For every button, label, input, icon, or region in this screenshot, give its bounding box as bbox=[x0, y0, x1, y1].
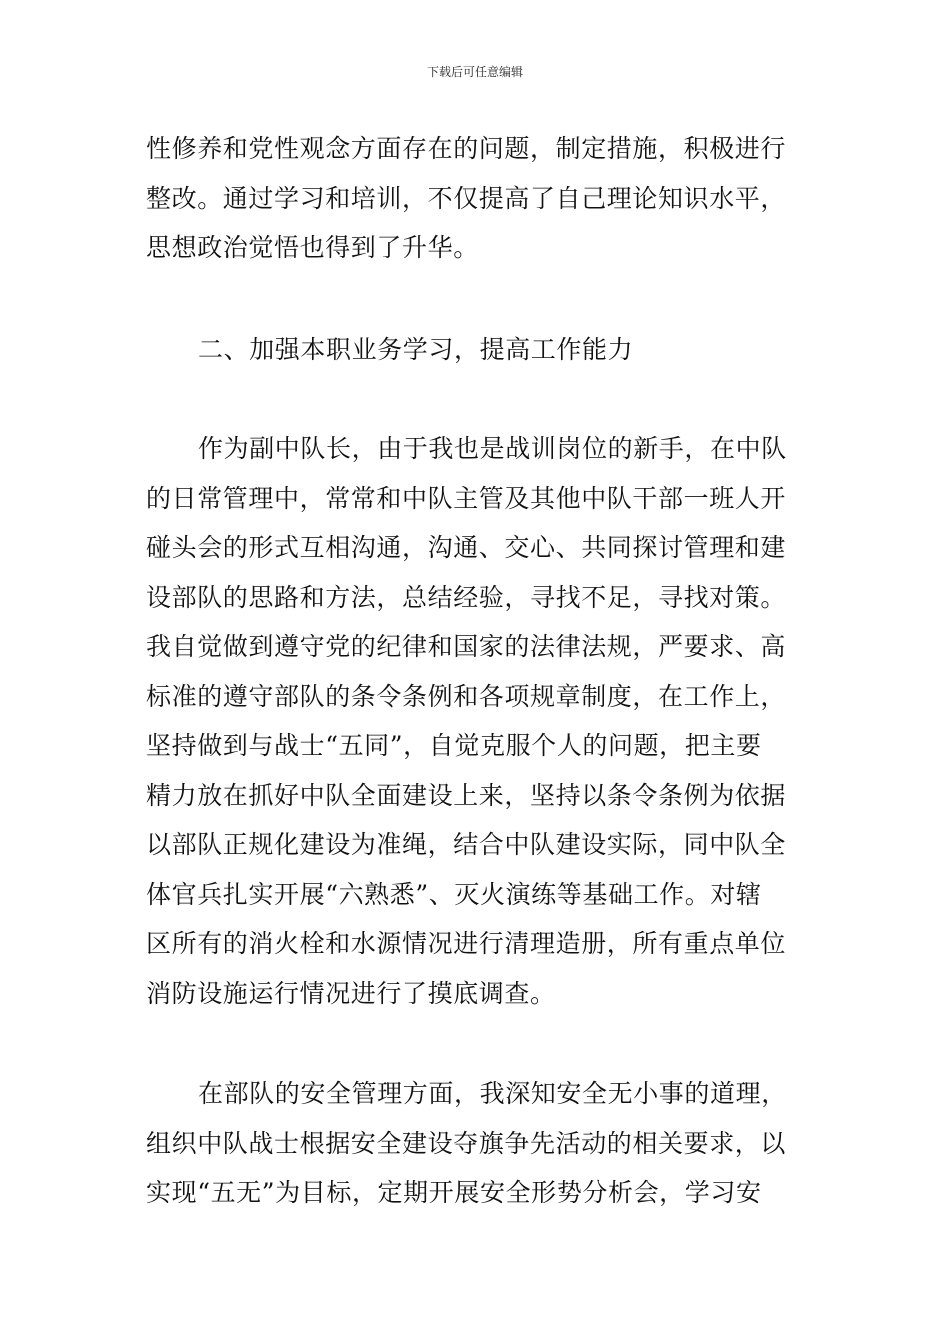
text-line: 标准的遵守部队的条令条例和各项规章制度，在工作上， bbox=[146, 681, 787, 711]
text-line: 实现“五无”为目标，定期开展安全形势分析会，学习安 bbox=[146, 1178, 762, 1207]
text-line: 精力放在抓好中队全面建设上来，坚持以条令条例为依据 bbox=[146, 780, 787, 810]
text-line: 我自觉做到遵守党的纪律和国家的法律法规，严要求、高 bbox=[146, 632, 787, 661]
text-line: 作为副中队长，由于我也是战训岗位的新手，在中队 bbox=[198, 434, 787, 463]
paragraph-duties bbox=[146, 424, 810, 1018]
text-line: 区所有的消火栓和水源情况进行清理造册，所有重点单位 bbox=[146, 929, 787, 958]
paragraph-safety bbox=[146, 1069, 810, 1218]
text-line: 性修养和党性观念方面存在的问题，制定措施，积极进行 bbox=[146, 134, 787, 163]
text-line: 以部队正规化建设为准绳，结合中队建设实际，同中队全 bbox=[146, 830, 787, 859]
text-line: 坚持做到与战士“五同”，自觉克服个人的问题，把主要 bbox=[146, 731, 762, 760]
text-line: 消防设施运行情况进行了摸底调查。 bbox=[146, 978, 556, 1008]
section-heading bbox=[146, 325, 810, 375]
text-line: 的日常管理中，常常和中队主管及其他中队干部一班人开 bbox=[146, 483, 787, 513]
text-line: 整改。通过学习和培训，不仅提高了自己理论知识水平， bbox=[146, 183, 787, 213]
text-line: 体官兵扎实开展“六熟悉”、灭火演练等基础工作。对辖 bbox=[146, 879, 762, 909]
text-line: 在部队的安全管理方面，我深知安全无小事的道理， bbox=[198, 1079, 787, 1108]
text-line: 思想政治觉悟也得到了升华。 bbox=[146, 233, 479, 262]
text-line: 组织中队战士根据安全建设夺旗争先活动的相关要求，以 bbox=[146, 1128, 787, 1158]
heading-text: 二、加强本职业务学习，提高工作能力 bbox=[198, 335, 634, 364]
paragraph-continuation bbox=[146, 124, 810, 273]
text-line: 碰头会的形式互相沟通，沟通、交心、共同探讨管理和建 bbox=[146, 533, 787, 562]
text-line: 设部队的思路和方法，总结经验，寻找不足，寻找对策。 bbox=[146, 582, 787, 612]
page-header-note: 下载后可任意编辑 bbox=[426, 65, 523, 79]
